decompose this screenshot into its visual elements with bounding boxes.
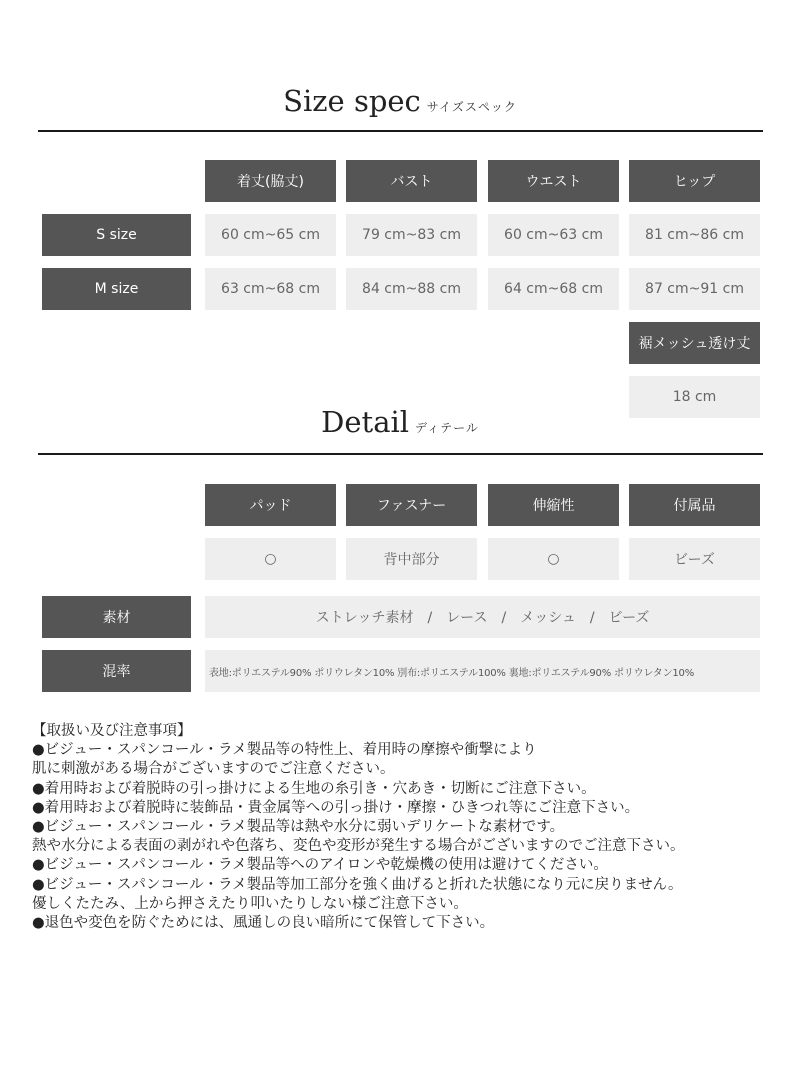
detail-title: Detail xyxy=(321,405,410,439)
care-note-line: ●着用時および着脱時の引っ掛けによる生地の糸引き・穴あき・切断にご注意下さい。 xyxy=(32,780,596,797)
detail-heading xyxy=(0,405,800,439)
care-note-line: ●ビジュー・スパンコール・ラメ製品等は熱や水分に弱いデリケートな素材です。 xyxy=(32,819,565,836)
care-note-line: 優しくたたみ、上から押さえたり叩いたりしない様ご注意下さい。 xyxy=(32,895,468,912)
care-note-line: ●ビジュー・スパンコール・ラメ製品等の特性上、着用時の摩擦や衝撃により xyxy=(32,742,537,759)
care-notes xyxy=(32,722,772,933)
detail-col-header-accessory: 付属品 xyxy=(629,484,760,526)
size-col-header-length: 着丈(脇丈) xyxy=(205,160,336,202)
material-value: ストレッチ素材 / レース / メッシュ / ビーズ xyxy=(205,596,760,638)
blend-label: 混率 xyxy=(42,650,191,692)
size-cell-s-hip: 81 cm~86 cm xyxy=(629,214,760,256)
size-cell-s-length: 60 cm~65 cm xyxy=(205,214,336,256)
material-label: 素材 xyxy=(42,596,191,638)
detail-value-pad: ○ xyxy=(205,538,336,580)
detail-value-accessory: ビーズ xyxy=(629,538,760,580)
care-note-line: ●ビジュー・スパンコール・ラメ製品等加工部分を強く曲げると折れた状態になり元に戻りません。 xyxy=(32,876,683,893)
detail-value-stretch: ○ xyxy=(488,538,619,580)
care-notes-heading: 【取扱い及び注意事項】 xyxy=(32,723,192,739)
mesh-length-value: 18 cm xyxy=(629,376,760,418)
care-note-line: 肌に刺激がある場合がございますのでご注意ください。 xyxy=(32,761,395,778)
size-cell-m-bust: 84 cm~88 cm xyxy=(346,268,477,310)
size-cell-s-waist: 60 cm~63 cm xyxy=(488,214,619,256)
size-col-header-waist: ウエスト xyxy=(488,160,619,202)
size-spec-divider xyxy=(38,130,763,132)
detail-divider xyxy=(38,453,763,455)
size-cell-s-bust: 79 cm~83 cm xyxy=(346,214,477,256)
detail-col-header-pad: パッド xyxy=(205,484,336,526)
size-spec-heading xyxy=(0,84,800,118)
size-row-label-s: S size xyxy=(42,214,191,256)
size-col-header-hip: ヒップ xyxy=(629,160,760,202)
detail-value-zipper: 背中部分 xyxy=(346,538,477,580)
care-note-line: ●ビジュー・スパンコール・ラメ製品等へのアイロンや乾燥機の使用は避けてください。 xyxy=(32,857,608,874)
detail-col-header-stretch: 伸縮性 xyxy=(488,484,619,526)
care-note-line: ●退色や変色を防ぐためには、風通しの良い暗所にて保管して下さい。 xyxy=(32,915,495,932)
size-spec-title: Size spec xyxy=(283,84,421,118)
detail-subtitle: ディテール xyxy=(415,421,479,435)
blend-value: 表地:ポリエステル90% ポリウレタン10% 別布:ポリエステル100% 裏地:ポリエステル90% ポリウレタン10% xyxy=(205,650,760,692)
size-cell-m-waist: 64 cm~68 cm xyxy=(488,268,619,310)
size-row-label-m: M size xyxy=(42,268,191,310)
care-note-line: ●着用時および着脱時に装飾品・貴金属等への引っ掛け・摩擦・ひきつれ等にご注意下さい。 xyxy=(32,799,640,816)
mesh-length-header: 裾メッシュ透け丈 xyxy=(629,322,760,364)
detail-col-header-zipper: ファスナー xyxy=(346,484,477,526)
care-note-line: 熱や水分による表面の剥がれや色落ち、変色や変形が発生する場合がございますのでご注意下さい。 xyxy=(32,838,685,855)
size-cell-m-length: 63 cm~68 cm xyxy=(205,268,336,310)
size-col-header-bust: バスト xyxy=(346,160,477,202)
size-spec-subtitle: サイズスペック xyxy=(426,100,517,114)
size-cell-m-hip: 87 cm~91 cm xyxy=(629,268,760,310)
